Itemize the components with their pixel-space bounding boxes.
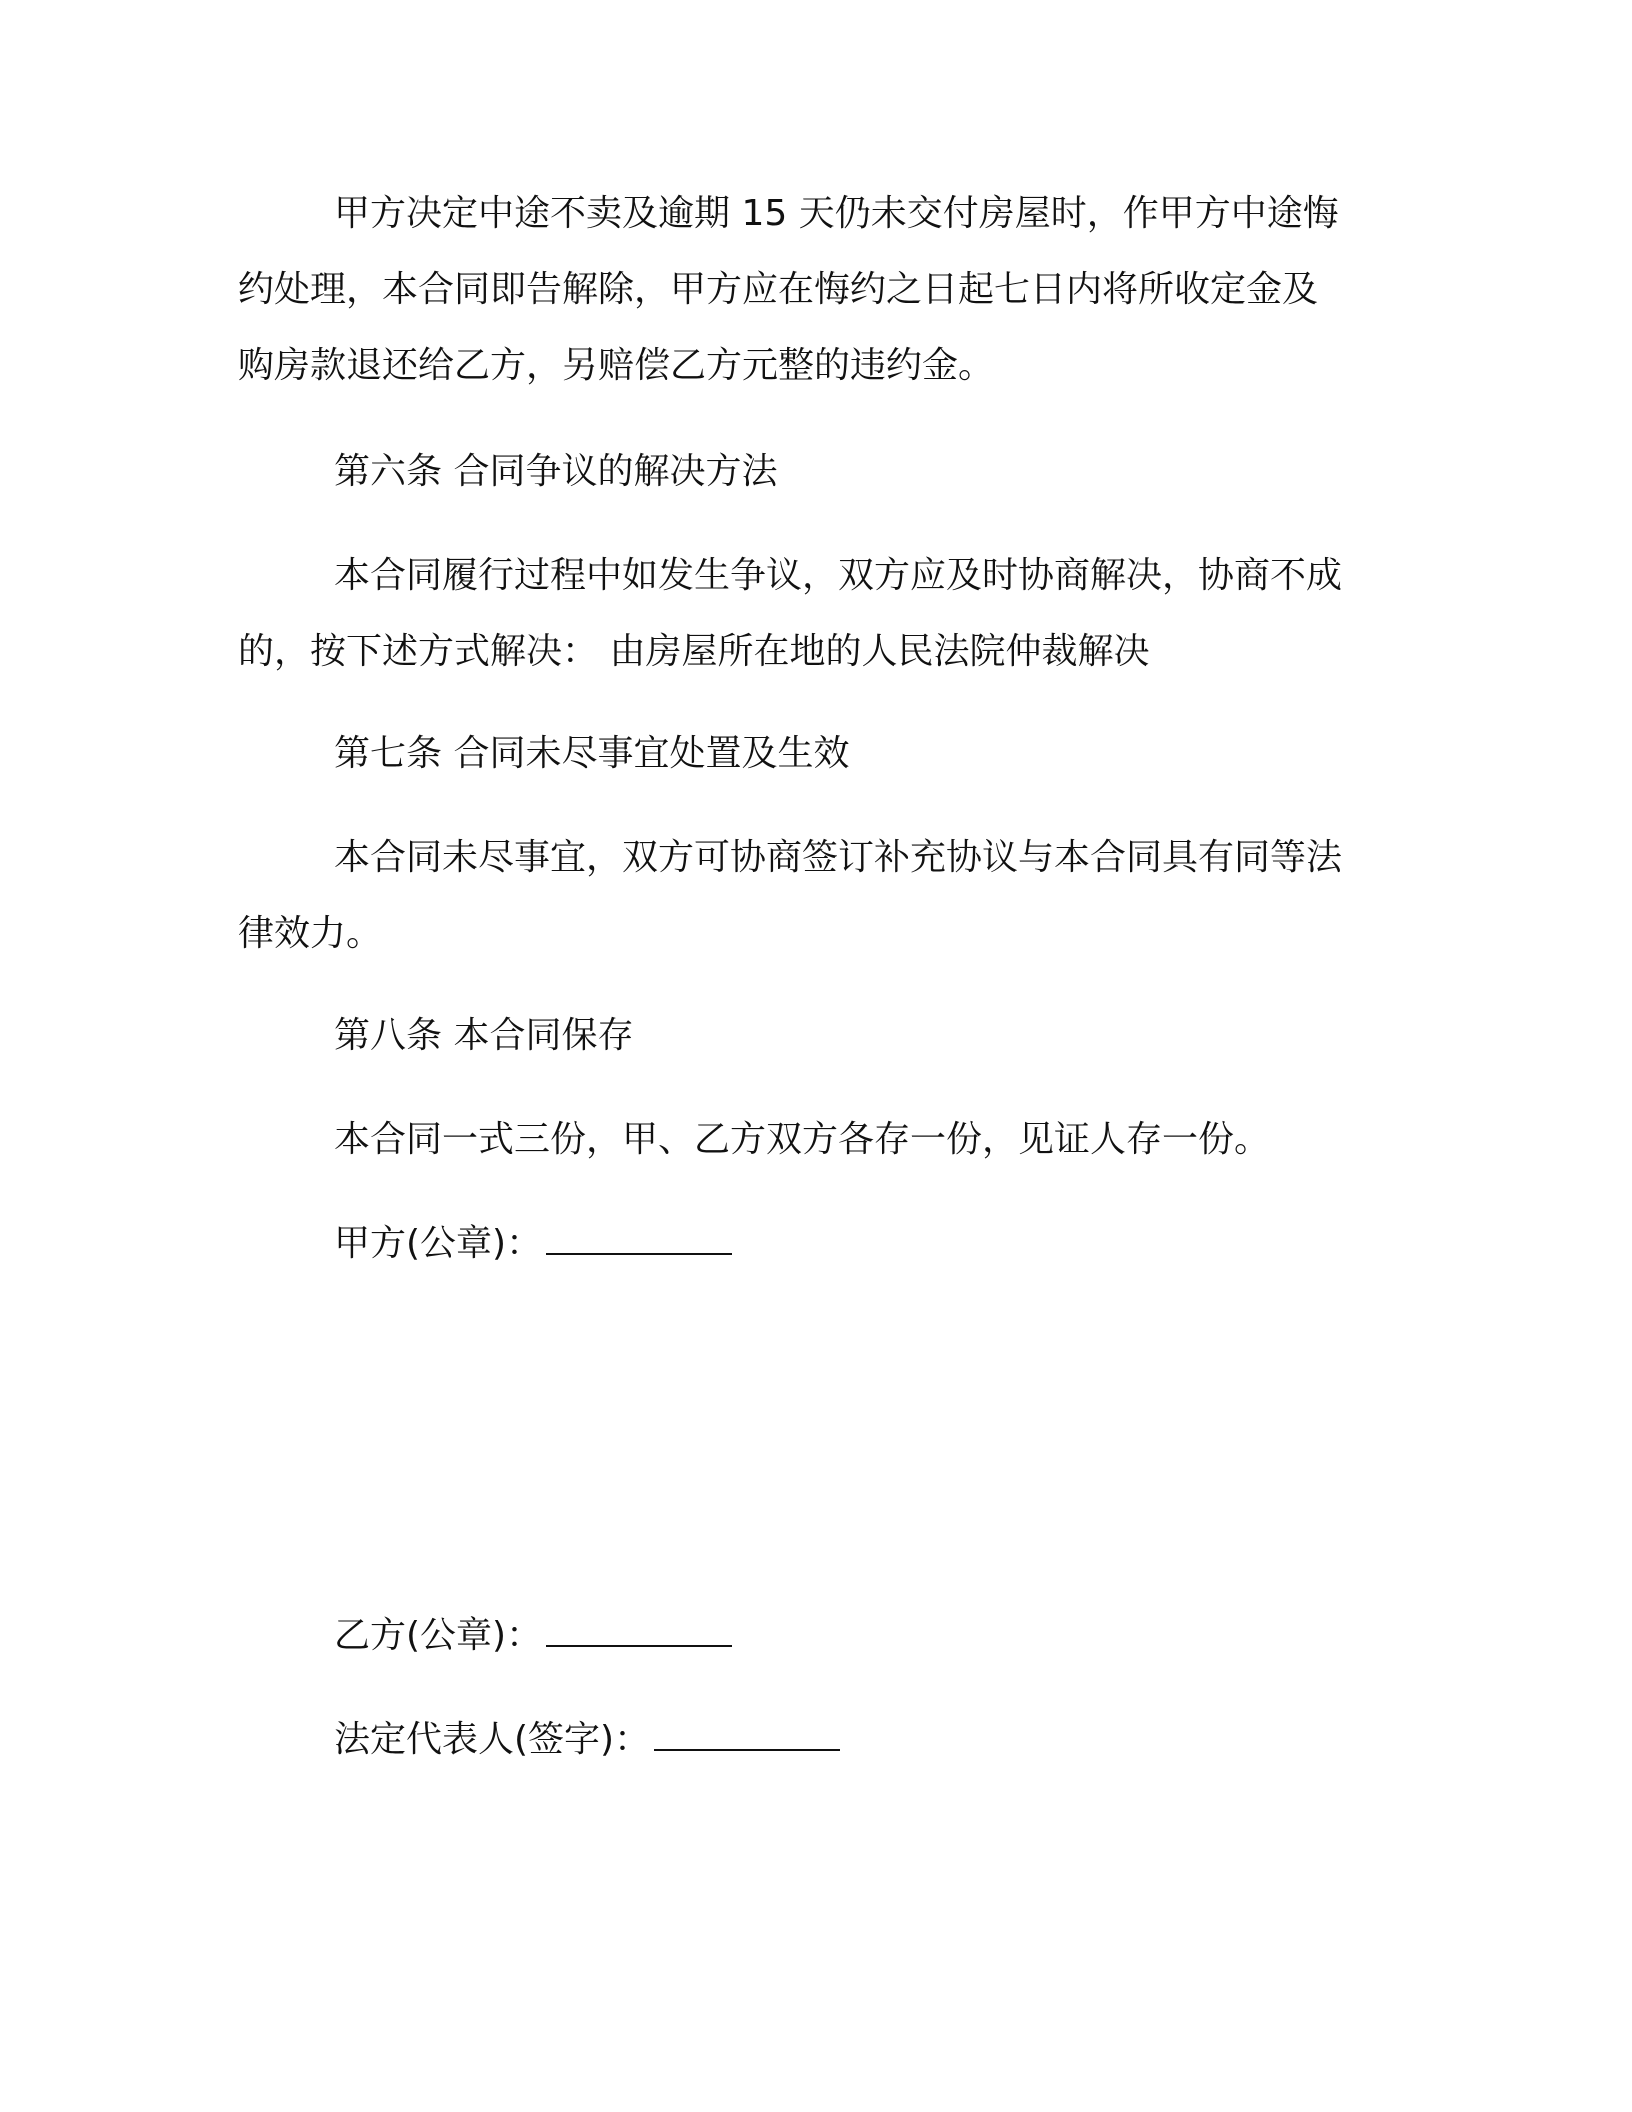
text-line: 本合同未尽事宜，双方可协商签订补充协议与本合同具有同等法: [334, 837, 1343, 878]
article-8-heading: [238, 998, 1378, 1074]
text-line: 购房款退还给乙方，另赔偿乙方元整的违约金。: [238, 345, 995, 386]
text-line: 律效力。: [238, 913, 383, 954]
paragraph-breach-clause: [238, 176, 1378, 404]
signature-label: 甲方(公章)：: [334, 1223, 543, 1264]
heading-text: 第八条 本合同保存: [334, 1015, 634, 1056]
signature-label: 法定代表人(签字)：: [334, 1719, 651, 1760]
article-6-heading: [238, 434, 1378, 510]
signature-blank: [546, 1615, 732, 1647]
text-line: 约处理，本合同即告解除，甲方应在悔约之日起七日内将所收定金及: [238, 269, 1319, 310]
heading-text: 第七条 合同未尽事宜处置及生效: [334, 733, 850, 774]
signature-party-a: [238, 1206, 1378, 1282]
signature-legal-representative: [238, 1702, 1378, 1778]
paragraph-copies: [238, 1102, 1378, 1178]
signature-line: [238, 1702, 1378, 1778]
signature-blank: [654, 1719, 840, 1751]
text-line: 本合同一式三份，甲、乙方双方各存一份，见证人存一份。: [334, 1119, 1271, 1160]
signature-party-b: [238, 1598, 1378, 1674]
article-7-heading: [238, 716, 1378, 792]
heading-text: 第六条 合同争议的解决方法: [334, 451, 778, 492]
signature-line: [238, 1598, 1378, 1674]
text-line: 本合同履行过程中如发生争议，双方应及时协商解决，协商不成: [334, 555, 1343, 596]
text-line: 甲方决定中途不卖及逾期 15 天仍未交付房屋时，作甲方中途悔: [334, 193, 1339, 234]
signature-line: [238, 1206, 1378, 1282]
paragraph-supplementary: [238, 820, 1378, 972]
signature-label: 乙方(公章)：: [334, 1615, 543, 1656]
text-line: 的，按下述方式解决： 由房屋所在地的人民法院仲裁解决: [238, 631, 1150, 672]
paragraph-dispute-resolution: [238, 538, 1378, 690]
signature-blank: [546, 1223, 732, 1255]
